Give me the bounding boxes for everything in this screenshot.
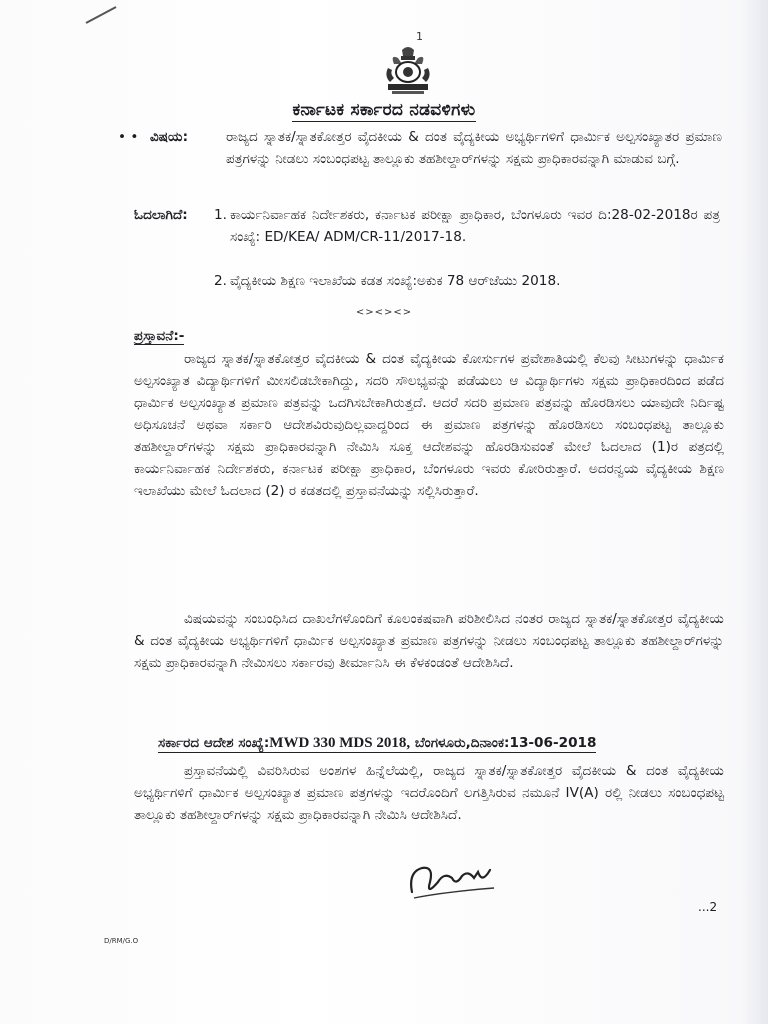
page-number: 1 [416,30,423,43]
preamble-paragraph-1: ರಾಜ್ಯದ ಸ್ನಾತಕ/ಸ್ನಾತಕೋತ್ತರ ವೈದಕೀಯ & ದಂತ ವೈದ್ಯಕೀಯ ಕೋರ್ಸುಗಳ ಪ್ರವೇಶಾತಿಯಲ್ಲಿ ಕೆಲವು ಸೀಟುಗಳನ್ನು ಧಾರ್ಮಿಕ ಅಲ್ಪಸಂಖ್ಯಾತ ವಿದ್ಯಾರ್ಥಿಗಳಿಗೆ ಮೀಸಲಿಡಬೇಕಾಗಿದ್ದು, ಸದರಿ ಸೌಲಭ್ಯವನ್ನು ಪಡೆಯಲು ಆ ವಿದ್ಯಾರ್ಥಿಗಳು ಸಕ್ಷಮ ಪ್ರಾಧಿಕಾರದಿಂದ ಪಡೆದ ಧಾರ್ಮಿಕ ಅಲ್ಪಸಂಖ್ಯಾತ ಪ್ರಮಾಣ ಪತ್ರವನ್ನು ಒದಗಿಸಬೇಕಾಗಿರುತ್ತದೆ. ಆದರೆ ಸದರಿ ಪ್ರಮಾಣ ಪತ್ರವನ್ನು ಹೊರಡಿಸಲು ಯಾವುದೇ ನಿರ್ದಿಷ್ಟ ಅಧಿಸೂಚನೆ ಅಥವಾ ಸರ್ಕಾರಿ ಆದೇಶವಿರುವುದಿಲ್ಲವಾದ್ದರಿಂದ ಈ ಪ್ರಮಾಣ ಪತ್ರಗಳನ್ನು ಹೊರಡಿಸಲು ಸಂಬಂಧಪಟ್ಟ ತಾಲ್ಲೂಕು ತಹಶೀಲ್ದಾರ್‌ಗಳನ್ನು ಸಕ್ಷಮ ಪ್ರಾಧಿಕಾರವನ್ನಾಗಿ ನೇಮಿಸಿ ಸೂಕ್ತ ಆದೇಶವನ್ನು ಹೊರಡಿಸುವಂತೆ ಮೇಲೆ ಓದಲಾದ (1)ರ ಪತ್ರದಲ್ಲಿ ಕಾರ್ಯನಿರ್ವಾಹಕ ನಿರ್ದೇಶಕರು, ಕರ್ನಾಟಕ ಪರೀಕ್ಷಾ ಪ್ರಾಧಿಕಾರ, ಬೆಂಗಳೂರು ಇವರು ಕೋರಿರುತ್ತಾರೆ. ಅದರನ್ವಯ ವೈದ್ಯಕೀಯ ಶಿಕ್ಷಣ ಇಲಾಖೆಯು ಮೇಲೆ ಓದಲಾದ (2) ರ ಕಡತದಲ್ಲಿ ಪ್ರಸ್ತಾವನೆಯನ್ನು ಸಲ್ಲಿಸಿರುತ್ತಾರೆ. [134,351,724,499]
section-separator: <><><> [355,307,413,318]
document-title: ಕರ್ನಾಟಕ ಸರ್ಕಾರದ ನಡವಳಿಗಳು [292,100,476,120]
reference-1-number: 1. [214,207,227,223]
reference-2-number: 2. [214,273,227,289]
subject-text: ರಾಜ್ಯದ ಸ್ನಾತಕ/ಸ್ನಾತಕೋತ್ತರ ವೈದಕೀಯ & ದಂತ ವೈದ್ಯಕೀಯ ಅಭ್ಯರ್ಥಿಗಳಿಗೆ ಧಾರ್ಮಿಕ ಅಲ್ಪಸಂಖ್ಯಾತರ ಪ್ರಮಾಣ ಪತ್ರಗಳನ್ನು ನೀಡಲು ಸಂಬಂಧಪಟ್ಟ ತಾಲ್ಲೂಕು ತಹಶೀಲ್ದಾರ್‌ಗಳನ್ನು ಸಕ್ಷಮ ಪ್ರಾಧಿಕಾರವನ್ನಾಗಿ ಮಾಡುವ ಬಗ್ಗೆ. [226,129,722,167]
preamble-paragraph-2: ವಿಷಯವನ್ನು ಸಂಬಂಧಿಸಿದ ದಾಖಲೆಗಳೊಂದಿಗೆ ಕೂಲಂಕಷವಾಗಿ ಪರಿಶೀಲಿಸಿದ ನಂತರ ರಾಜ್ಯದ ಸ್ನಾತಕ/ಸ್ನಾತಕೋತ್ತರ ವೈದ್ಯಕೀಯ & ದಂತ ವೈದ್ಯಕೀಯ ಅಭ್ಯರ್ಥಿಗಳಿಗೆ ಧಾರ್ಮಿಕ ಅಲ್ಪಸಂಖ್ಯಾತ ಪ್ರಮಾಣ ಪತ್ರಗಳನ್ನು ನೀಡಲು ಸಂಬಂಧಪಟ್ಟ ತಾಲ್ಲೂಕು ತಹಶೀಲ್ದಾರ್‌ಗಳನ್ನು ಸಕ್ಷಮ ಪ್ರಾಧಿಕಾರವನ್ನಾಗಿ ನೇಮಿಸಲು ಸರ್ಕಾರವು ತೀರ್ಮಾನಿಸಿ ಈ ಕೆಳಕಂಡಂತೆ ಆದೇಶಿಸಿದೆ. [134,611,724,671]
reference-2-text: ವೈದ್ಯಕೀಯ ಶಿಕ್ಷಣ ಇಲಾಖೆಯ ಕಡತ ಸಂಖ್ಯೆ:ಅಕುಕ 78 ಆರ್‌ಜೆಯು 2018. [230,273,561,289]
order-paragraph: ಪ್ರಸ್ತಾವನೆಯಲ್ಲಿ ವಿವರಿಸಿರುವ ಅಂಶಗಳ ಹಿನ್ನೆಲೆಯಲ್ಲಿ, ರಾಜ್ಯದ ಸ್ನಾತಕ/ಸ್ನಾತಕೋತ್ತರ ವೈದಕೀಯ & ದಂತ ವೈದ್ಯಕೀಯ ಅಭ್ಯರ್ಥಿಗಳಿಗೆ ಧಾರ್ಮಿಕ ಅಲ್ಪಸಂಖ್ಯಾತ ಪ್ರಮಾಣ ಪತ್ರಗಳನ್ನು ಇದರೊಂದಿಗೆ ಲಗತ್ತಿಸಿರುವ ನಮೂನೆ IV(A) ರಲ್ಲಿ ನೀಡಲು ಸಂಬಂಧಪಟ್ಟ ತಾಲ್ಲೂಕು ತಹಶೀಲ್ದಾರ್‌ಗಳನ್ನು ಸಕ್ಷಮ ಪ್ರಾಧಿಕಾರವನ್ನಾಗಿ ನೇಮಿಸಿ ಆದೇಶಿಸಿದೆ. [134,763,724,823]
preamble-heading: ಪ್ರಸ್ತಾವನೆ:- [134,328,185,344]
subject-label: ವಿಷಯ: [150,129,189,145]
government-order-number: ಸರ್ಕಾರದ ಆದೇಶ ಸಂಖ್ಯೆ:MWD 330 MDS 2018, ಬೆಂಗಳೂರು,ದಿನಾಂಕ:13-06-2018 [158,735,597,751]
subject-prefix-dots: • • [118,129,139,145]
footer-code: D/RM/G.O [104,937,139,945]
karnataka-emblem-icon [380,44,436,98]
references-label: ಓದಲಾಗಿದೆ: [134,207,188,223]
continuation-marker: ...2 [698,900,718,914]
signature-mark [404,852,500,908]
reference-1-text: ಕಾರ್ಯನಿರ್ವಾಹಕ ನಿರ್ದೇಶಕರು, ಕರ್ನಾಟಕ ಪರೀಕ್ಷಾ ಪ್ರಾಧಿಕಾರ, ಬೆಂಗಳೂರು ಇವರ ದಿ:28-02-2018ರ ಪತ್ರ ಸಂಖ್ಯೆ: ED/KEA/ ADM/CR-11/2017-18. [230,207,720,245]
page-edge-shadow [740,0,768,1024]
